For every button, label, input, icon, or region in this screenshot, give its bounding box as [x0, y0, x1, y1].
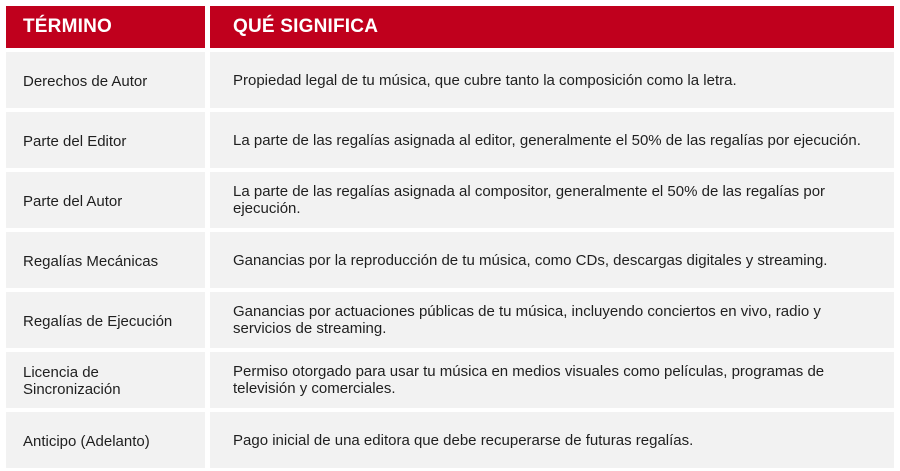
meaning-cell: Ganancias por actuaciones públicas de tu música, incluyendo conciertos en vivo, radio y servicios de streaming.: [210, 292, 894, 348]
meaning-cell: La parte de las regalías asignada al editor, generalmente el 50% de las regalías por ejecución.: [210, 112, 894, 168]
meaning-cell: Propiedad legal de tu música, que cubre tanto la composición como la letra.: [210, 52, 894, 108]
term-cell: Regalías Mecánicas: [6, 232, 205, 288]
term-cell: Parte del Editor: [6, 112, 205, 168]
table-row: [6, 412, 894, 468]
meaning-cell: La parte de las regalías asignada al compositor, generalmente el 50% de las regalías por ejecución.: [210, 172, 894, 228]
table-row: [6, 232, 894, 288]
meaning-cell: Permiso otorgado para usar tu música en medios visuales como películas, programas de televisión y comerciales.: [210, 352, 894, 408]
term-cell: Anticipo (Adelanto): [6, 412, 205, 468]
table-row: [6, 292, 894, 348]
glossary-table: [6, 6, 894, 468]
header-meaning: QUÉ SIGNIFICA: [210, 6, 894, 48]
table-row: [6, 52, 894, 108]
meaning-cell: Ganancias por la reproducción de tu música, como CDs, descargas digitales y streaming.: [210, 232, 894, 288]
term-cell: Derechos de Autor: [6, 52, 205, 108]
table-row: [6, 112, 894, 168]
term-cell: Parte del Autor: [6, 172, 205, 228]
table-header-row: [6, 6, 894, 48]
term-cell: Licencia de Sincronización: [6, 352, 205, 408]
table-row: [6, 352, 894, 408]
table-row: [6, 172, 894, 228]
term-cell: Regalías de Ejecución: [6, 292, 205, 348]
header-term: TÉRMINO: [6, 6, 205, 48]
meaning-cell: Pago inicial de una editora que debe recuperarse de futuras regalías.: [210, 412, 894, 468]
